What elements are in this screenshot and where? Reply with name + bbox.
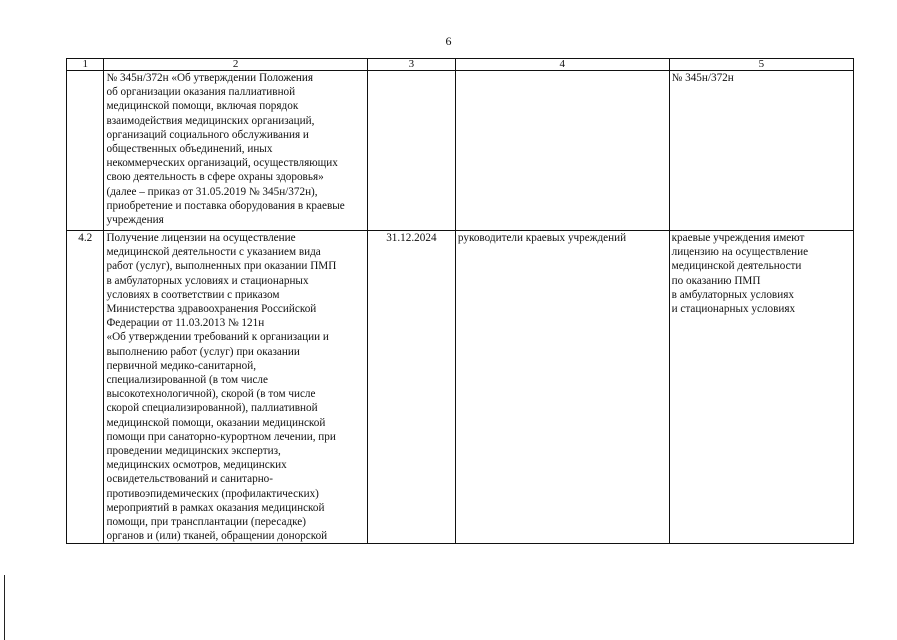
- header-row: [67, 59, 854, 71]
- deadline-cell: [367, 71, 455, 231]
- column-header-4: 4: [455, 59, 669, 71]
- plan-table: [66, 58, 854, 544]
- responsible-cell: [455, 71, 669, 231]
- page-number: 6: [445, 34, 452, 48]
- responsible-cell: руководители краевых учреждений: [455, 231, 669, 544]
- column-header-5: 5: [669, 59, 853, 71]
- deadline-cell: 31.12.2024: [367, 231, 455, 544]
- result-cell: № 345н/372н: [669, 71, 853, 231]
- column-header-1: 1: [67, 59, 104, 71]
- column-header-2: 2: [104, 59, 367, 71]
- row-number-cell: 4.2: [67, 231, 104, 544]
- table-row: [67, 71, 854, 231]
- description-cell: № 345н/372н «Об утверждении Положения об организации оказания паллиативной медицинской помощи, включая порядок взаимодействия медицинских организаций, организаций социального обслуживания и общественных объединений, иных некоммерческих организаций, осуществляющих свою деятельность в сфере охраны здоровья» (далее – приказ от 31.05.2019 № 345н/372н), приобретение и поставка оборудования в краевые учреждения: [104, 71, 367, 231]
- row-number-cell: [67, 71, 104, 231]
- description-cell: Получение лицензии на осуществление медицинской деятельности с указанием вида работ (услуг), выполненных при оказании ПМП в амбулаторных условиях и стационарных условиях в соответствии с приказом Министерства здравоохранения Российской Федерации от 11.03.2013 № 121н «Об утверждении требований к организации и выполнению работ (услуг) при оказании первичной медико-санитарной, специализированной (в том числе высокотехнологичной), скорой (в том числе скорой специализированной), паллиативной медицинской помощи, оказании медицинской помощи при санаторно-курортном лечении, при проведении медицинских экспертиз, медицинских осмотров, медицинских освидетельствований и санитарно- противоэпидемических (профилактических) мероприятий в рамках оказания медицинской помощи, при трансплантации (пересадке) органов и (или) тканей, обращении донорской: [104, 231, 367, 544]
- scan-edge-mark: [4, 575, 5, 640]
- column-header-3: 3: [367, 59, 455, 71]
- result-cell: краевые учреждения имеют лицензию на осуществление медицинской деятельности по оказанию ПМП в амбулаторных условиях и стационарных условиях: [669, 231, 853, 544]
- table-row: [67, 231, 854, 544]
